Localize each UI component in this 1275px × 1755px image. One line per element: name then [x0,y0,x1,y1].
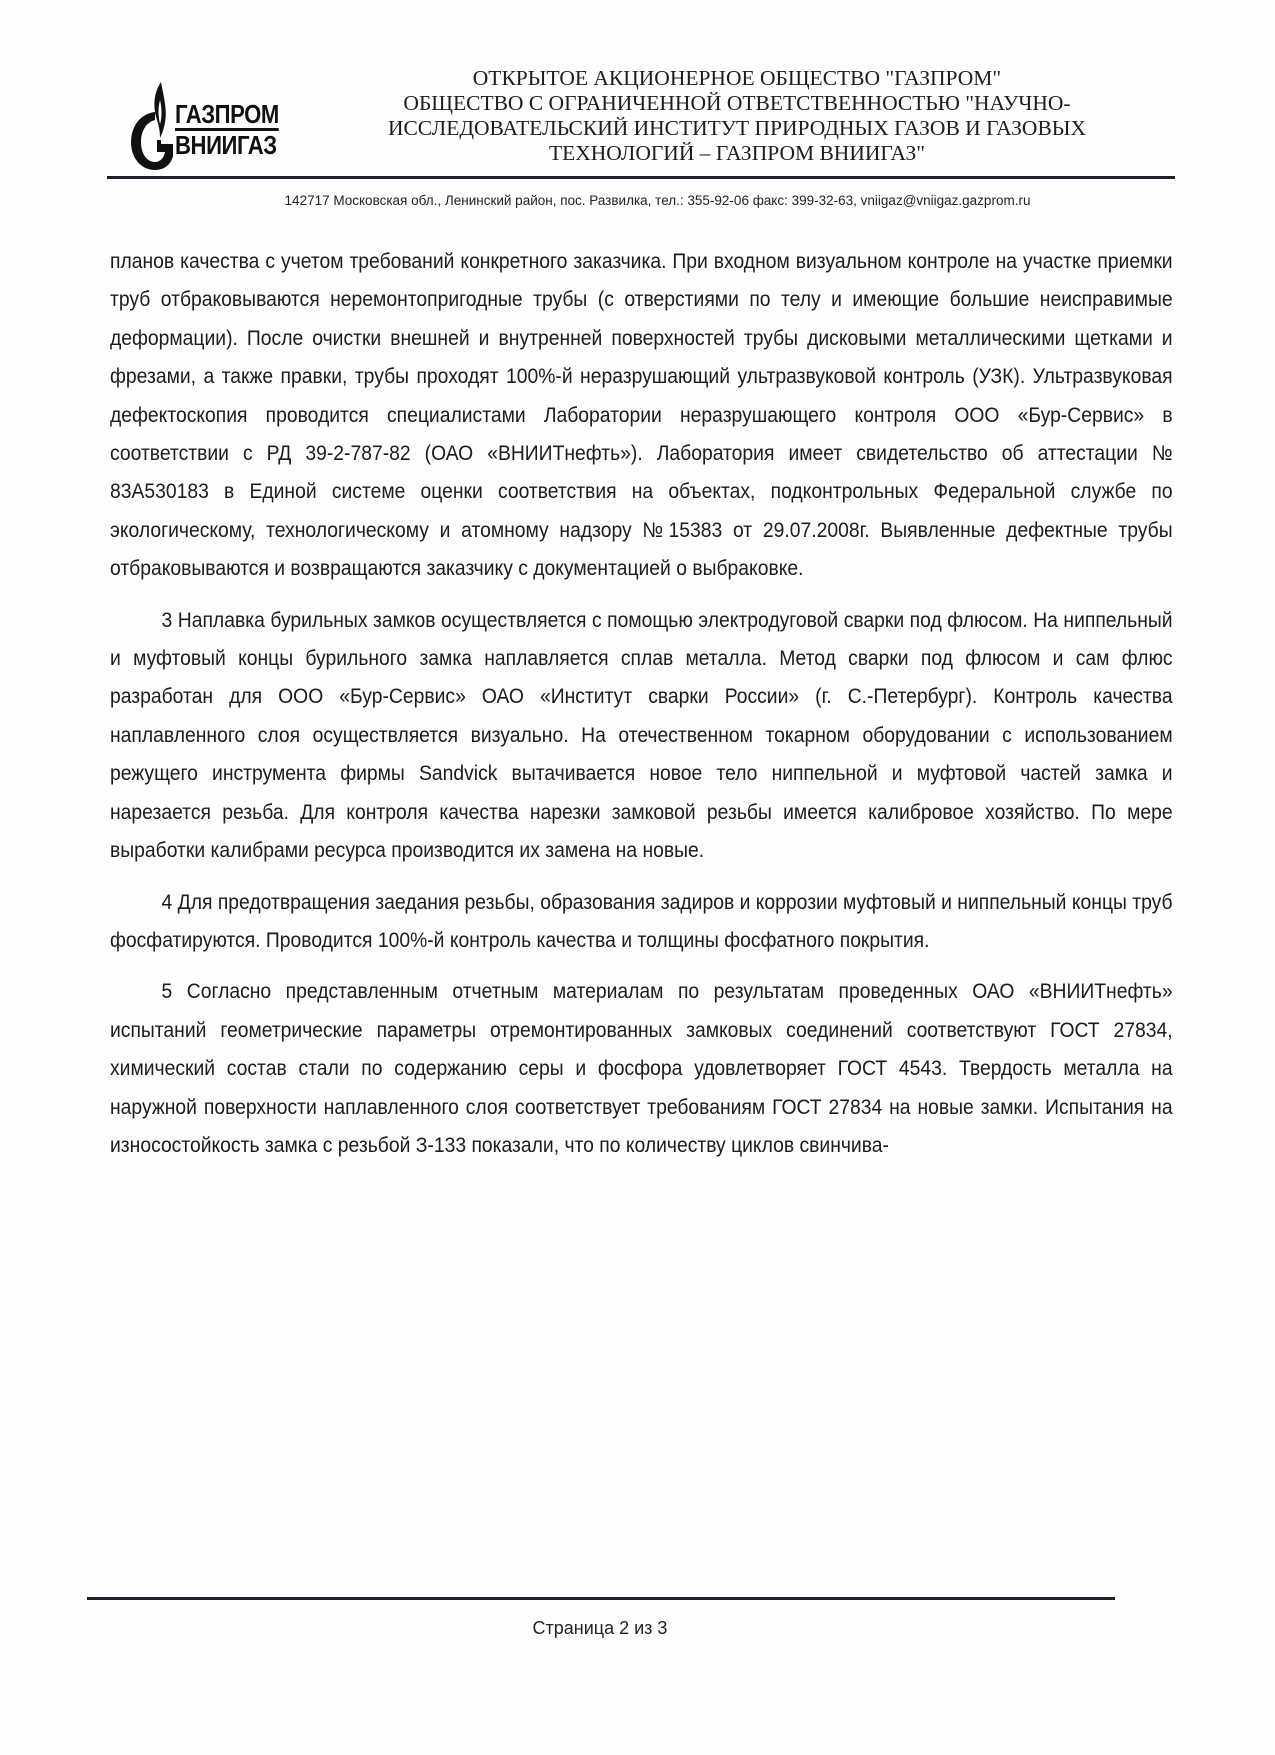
org-title-line: ИССЛЕДОВАТЕЛЬСКИЙ ИНСТИТУТ ПРИРОДНЫХ ГАЗОВ И ГАЗОВЫХ [387,116,1087,140]
paragraph-continuation: планов качества с учетом требований конкретного заказчика. При входном визуальном контроле на участке приемки труб отбраковываются неремонтопригодные трубы (с отверстиями по телу и имеющие большие неисправимые деформации). После очистки внешней и внутренней поверхностей трубы дисковыми металлическими щетками и фрезами, а также правки, трубы проходят 100%-й неразрушающий ультразвуковой контроль (УЗК). Ультразвуковая дефектоскопия проводится специалистами Лаборатории неразрушающего контроля ООО «Бур-Сервис» в соответствии с РД 39-2-787-82 (ОАО «ВНИИТнефть»). Лаборатория имеет свидетельство об аттестации № 83А530183 в Единой системе оценки соответствия на объектах, подконтрольных Федеральной службе по экологическому, технологическому и атомному надзору №15383 от 29.07.2008г. Выявленные дефектные трубы отбраковываются и возвращаются заказчику с документацией о выбраковке. [110,250,1173,581]
organization-title [322,66,1152,166]
logo-line-gazprom: ГАЗПРОМ [175,99,279,129]
org-title-line: ОТКРЫТОЕ АКЦИОНЕРНОЕ ОБЩЕСТВО "ГАЗПРОМ" [472,66,1002,90]
company-logo [127,80,287,170]
paragraph-item-5: 5 Согласно представленным отчетным материалам по результатам проведенных ОАО «ВНИИТнефть» испытаний геометрические параметры отремонтированных замковых соединений соответствуют ГОСТ 27834, химический состав стали по содержанию серы и фосфора удовлетворяет ГОСТ 4543. Твердость металла на наружной поверхности наплавленного слоя соответствует требованиям ГОСТ 27834 на новые замки. Испытания на износостойкость замка с резьбой З-133 показали, что по количеству циклов свинчива- [110,980,1173,1157]
gazprom-flame-logo-icon [127,80,177,172]
logo-wordmark [175,99,279,160]
document-body [110,243,1173,1178]
footer-divider [87,1597,1115,1600]
page-number: Страница 2 из 3 [532,1618,668,1638]
paragraph-item-3: 3 Наплавка бурильных замков осуществляется с помощью электродуговой сварки под флюсом. На ниппельный и муфтовый концы бурильного замка наплавляется сплав металла. Метод сварки под флюсом и сам флюс разработан для ООО «Бур-Сервис» ОАО «Институт сварки России» (г. С.-Петербург). Контроль качества наплавленного слоя осуществляется визуально. На отечественном токарном оборудовании с использованием режущего инструмента фирмы Sandvick вытачивается новое тело ниппельной и муфтовой частей замка и нарезается резьба. Для контроля качества нарезки замковой резьбы имеется калибровое хозяйство. По мере выработки калибрами ресурса производится их замена на новые. [110,608,1173,863]
org-title-line: ТЕХНОЛОГИЙ – ГАЗПРОМ ВНИИГАЗ" [548,141,926,165]
letterhead [107,60,1175,180]
org-title-line: ОБЩЕСТВО С ОГРАНИЧЕННОЙ ОТВЕТСТВЕННОСТЬЮ "НАУЧНО- [403,91,1071,115]
logo-line-vniigaz: ВНИИГАЗ [175,130,277,160]
header-divider [107,176,1175,179]
paragraph-item-4: 4 Для предотвращения заедания резьбы, образования задиров и коррозии муфтовый и ниппельный концы труб фосфатируются. Проводится 100%-й контроль качества и толщины фосфатного покрытия. [110,890,1173,952]
company-address: 142717 Московская обл., Ленинский район, пос. Развилка, тел.: 355-92-06 факс: 399-32-63, vniigaz@vniigaz.gazprom.ru [284,193,1031,208]
